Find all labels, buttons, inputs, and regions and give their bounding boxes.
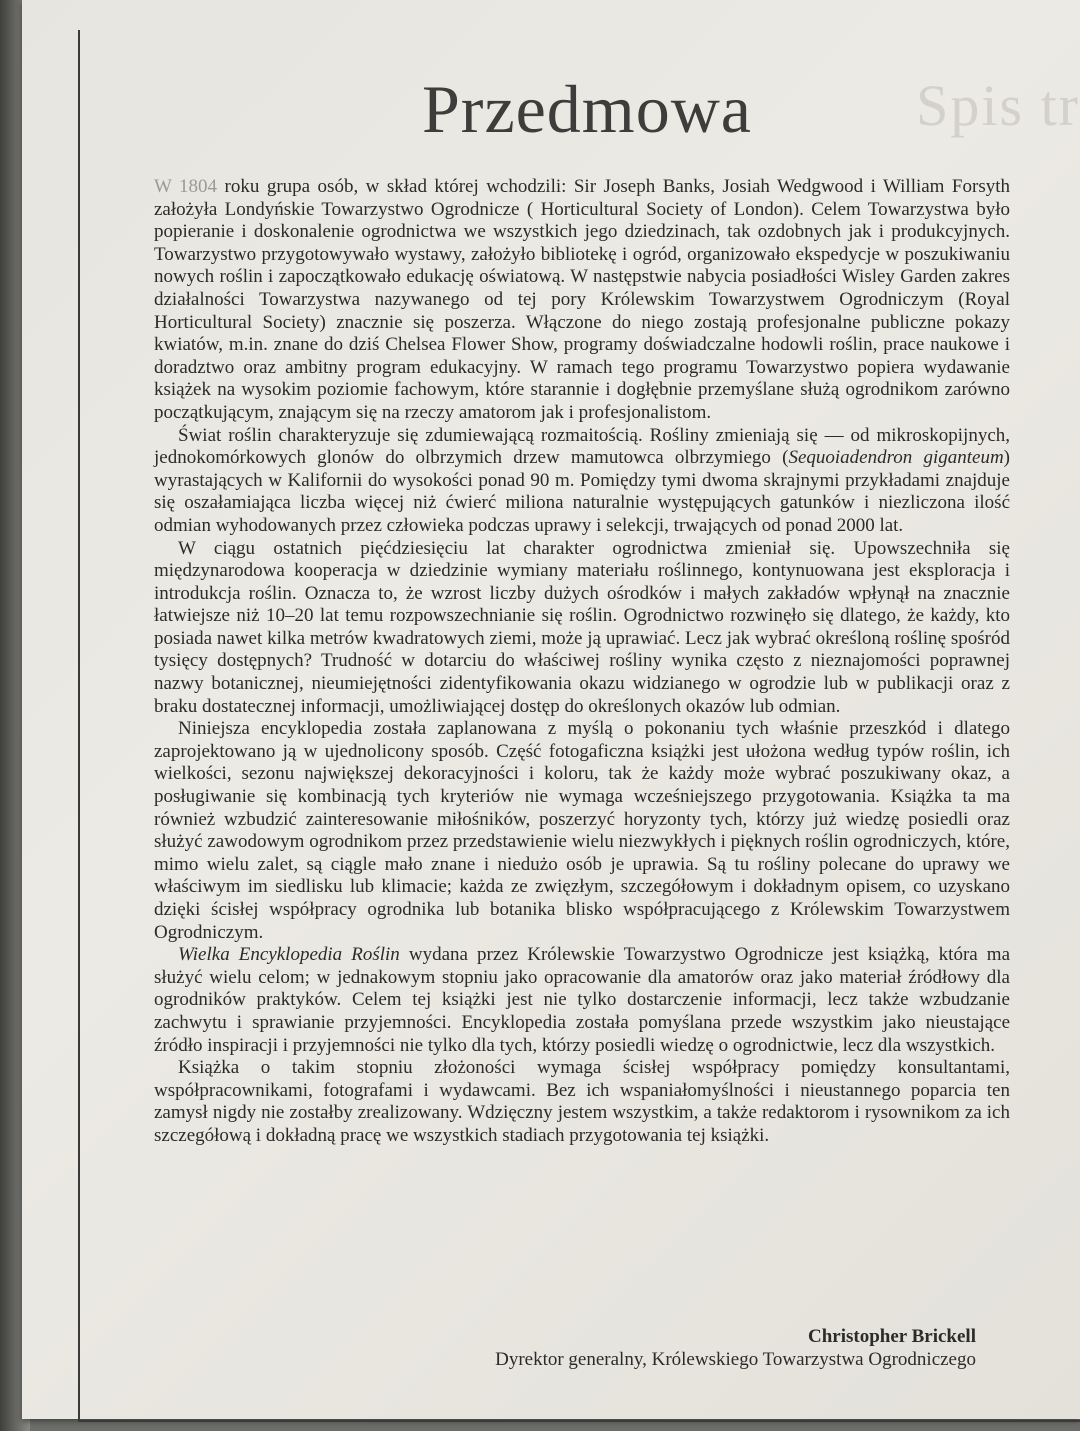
book-title-italic: Wielka Encyklopedia Roślin [178,944,400,966]
signature-block [495,1326,976,1372]
paragraph-2-after: ) wyrastających w Kalifornii do wysokości ponad 90 m. Pomiędzy tymi dwoma skrajnymi przykładami znajduje się oszałamiająca liczba więcej niż ćwierć miliona naturalnie występujących gatunków i niezliczona ilość odmian wyhodowanych przez człowieka podczas uprawy i selekcji, trwających od ponad 2000 lat. [154,447,1010,536]
paragraph-1 [154,176,1010,425]
paragraph-6: Książka o takim stopniu złożoności wymaga ścisłej współpracy pomiędzy konsultantami, współpracownikami, fotografami i wydawcami. Bez ich wspaniałomyślności i nieustannego poparcia ten zamysł nigdy nie zostałby zrealizowany. Wdzięczny jestem wszystkim, a także redaktorom i rysownikom za ich szczegółową i dokładną pracę we wszystkich stadiach przygotowania tej książki. [154,1057,1010,1146]
author-role: Dyrektor generalny, Królewskiego Towarzystwa Ogrodniczego [495,1349,976,1370]
book-page [22,0,1080,1419]
paragraph-5-after: wydana przez Królewskie Towarzystwo Ogrodnicze jest książką, która ma służyć wielu celom; w jednakowym stopniu jako opracowanie dla amatorów oraz jako materiał źródłowy dla ogrodników praktyków. Celem tej książki jest nie tylko dostarczenie informacji, lecz także wzbudzanie zachwytu i sprawianie przyjemności. Encyklopedia została pomyślana przede wszystkim jako nieustające źródło inspiracji i przyjemności nie tylko dla tych, którzy posiedli wiedzę o ogrodnictwie, lecz dla wszystkich. [154,944,1011,1056]
page-title: Przedmowa [421,71,752,147]
paragraph-2 [154,425,1010,538]
paragraph-5 [154,944,1010,1057]
author-name: Christopher Brickell [807,1326,976,1347]
paragraph-1-text: roku grupa osób, w skład której wchodzili: Sir Joseph Banks, Josiah Wedgwood i William Forsyth założyła Londyńskie Towarzystwo Ogrodnicze ( Horticultural Society of London). Celem Towarzystwa było popieranie i doskonalenie ogrodnictwa we wszystkich jego dziedzinach, tak ozdobnych jak i produkcyjnych. Towarzystwo przygotowywało wystawy, założyło bibliotekę i ogród, organizowało ekspedycje w poszukiwaniu nowych roślin i zapoczątkowało edukację oświatową. W następstwie nabycia posiadłości Wisley Garden zakres działalności Towarzystwa nazywanego od tej pory Królewskim Towarzystwem Ogrodniczym (Royal Horticultural Society) znacznie się poszerza. Włączone do niego zostają profesjonalne publiczne pokazy kwiatów, m.in. znane do dziś Chelsea Flower Show, programy doświadczalne hodowli roślin, prace naukowe i doradztwo oraz ambitny program edukacyjny. W ramach tego programu Towarzystwo popiera wydawanie książek na wysokim poziomie fachowym, które starannie i dogłębnie przemyślane służą ogrodnikom zarówno początkującym, znającym się na rzeczy amatorom jak i profesjonalistom. [154,176,1010,423]
paragraph-4: Niniejsza encyklopedia została zaplanowana z myślą o pokonaniu tych właśnie przeszkód i dlatego zaprojektowano ją w ujednolicony sposób. Część fotogaficzna książki jest ułożona według typów roślin, ich wielkości, sezonu największej dekoracyjności i koloru, tak że każdy może wybrać poszukiwany okaz, a posługiwanie się kombinacją tych kryteriów nie wymaga wcześniejszego przygotowania. Książka ta ma również wzbudzić zainteresowanie miłośników, poszerzyć horyzonty tych, którzy już wiedzę posiedli oraz służyć zawodowym ogrodnikom przez przedstawienie wielu niezwykłych i pięknych roślin ogrodniczych, które, mimo wielu zalet, są ciągle mało znane i niedużo osób je uprawia. Są tu rośliny polecane do uprawy we właściwym im siedlisku lub klimacie; każda ze zwięzłym, szczegółowym i dokładnym opisem, co uzyskano dzięki ścisłej współpracy ogrodnika lub botanika blisko współpracującego z Królewskim Towarzystwem Ogrodniczym. [154,718,1010,943]
paragraph-2-before: Świat roślin charakteryzuje się zdumiewającą rozmaitością. Rośliny zmieniają się — od mikroskopijnych, jednokomórkowych glonów do olbrzymich drzew mamutowca olbrzymiego ( [154,424,1010,469]
latin-species-name: Sequoiadendron giganteum [788,447,1004,469]
preface-body [154,176,1010,1148]
paragraph-3: W ciągu ostatnich pięćdziesięciu lat charakter ogrodnictwa zmieniał się. Upowszechniła się międzynarodowa kooperacja w dziedzinie wymiany materiału roślinnego, kontynuowana jest eksploracja i introdukcja roślin. Oznacza to, że wzrost liczby dużych ośrodków i małych zakładów wpłynął na znacznie łatwiejsze niż 10–20 lat temu rozpowszechnianie się roślin. Ogrodnictwo rozwinęło się dlatego, że każdy, kto posiada nawet kilka metrów kwadratowych ziemi, może ją uprawiać. Lecz jak wybrać określoną roślinę spośród tysięcy dostępnych? Trudność w dotarciu do właściwej rośliny wynika często z nieznajomości poprawnej nazwy botanicznej, nieumiejętności zidentyfikowania okazu widzianego w ogrodzie lub w publikacji oraz z braku dostatecznej informacji, umożliwiającej dostęp do określonych okazów lub odmian. [154,537,1010,717]
faded-lead-text: W 1804 [154,176,218,197]
bleed-through-text: Spis tr [916,73,1080,138]
